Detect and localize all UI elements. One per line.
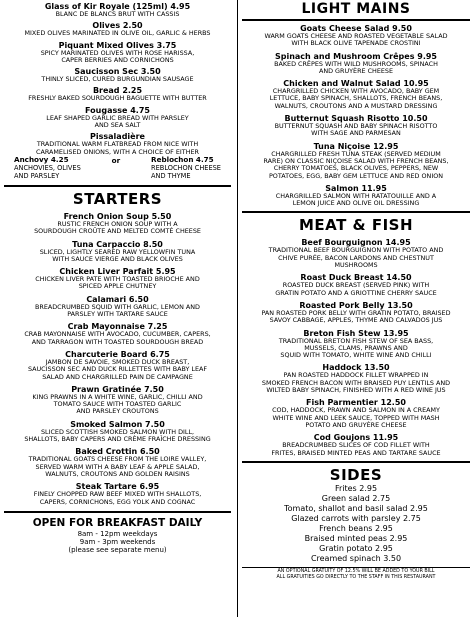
item-description: POTATOES, EGG, BABY GEM LETTUCE AND RED ONION (268, 171, 444, 180)
item-description: JAMBON DE SAVOIE, SMOKED DUCK BREAST, (45, 357, 190, 366)
sides-list (240, 484, 472, 564)
item-description: SHALLOTS, BABY CAPERS AND CRÈME FRAÎCHE DRESSING (24, 435, 211, 444)
item-description: BREADCRUMBED SQUID WITH GARLIC, LEMON AND (35, 302, 200, 311)
menu-item-glass-of-kir-royale (2, 2, 233, 18)
menu-item-beef-bourguignon (240, 238, 472, 269)
item-description: SPICED APPLE CHUTNEY (78, 282, 157, 291)
item-name: Butternut Squash Risotto 10.50 (284, 114, 428, 124)
item-name: Tuna Carpaccio 8.50 (72, 239, 163, 249)
item-description: RUSTIC FRENCH ONION SOUP WITH A (57, 219, 178, 228)
section-rule (242, 461, 470, 463)
item-description: WITH BLACK OLIVE TAPENADE CROSTINI (291, 39, 421, 48)
item-description: CAPER BERRIES AND CORNICHONS (61, 55, 174, 64)
item-description: CHERRY TOMATOES, BLACK OLIVES, PEPPERS, NEW (273, 164, 439, 173)
menu-item-roast-duck-breast (240, 273, 472, 297)
item-name: Smoked Salmon 7.50 (70, 419, 165, 429)
item-description: SQUID WITH TOMATO, WHITE WINE AND CHILLI (280, 351, 432, 360)
menu-item-fish-parmentier (240, 398, 472, 429)
item-description: CHIVE PURÉE, BACON LARDONS AND CHESTNUT (278, 253, 434, 262)
item-name: Chicken Liver Parfait 5.95 (59, 267, 176, 277)
item-description: AND SEA SALT (94, 121, 141, 130)
section-rule (242, 567, 470, 568)
item-name: French Onion Soup 5.50 (63, 211, 172, 221)
item-name: Baked Crottin 6.50 (75, 447, 160, 457)
item-name: Breton Fish Stew 13.95 (303, 328, 409, 338)
item-description: TRADITIONAL WARM FLATBREAD FROM NICE WITH (36, 140, 199, 149)
menu-item-tuna-nicoise (240, 142, 472, 180)
reblochon-desc: REBLOCHON CHEESE (151, 163, 221, 172)
item-description: WITH SAUCE VIERGE AND BLACK OLIVES (52, 254, 183, 263)
menu-item-roasted-pork-belly (240, 301, 472, 325)
item-description: COD, HADDOCK, PRAWN AND SALMON IN A CREAMY (272, 406, 440, 415)
side-item-french-beans: French beans 2.95 (319, 523, 393, 533)
column-divider (237, 0, 238, 617)
menu-item-chicken-liver-parfait (2, 267, 233, 291)
item-name: Chicken and Walnut Salad 10.95 (283, 79, 429, 89)
item-description: ROASTED DUCK BREAST (SERVED PINK) WITH (282, 281, 430, 290)
item-description: PAN ROASTED HADDOCK FILLET WRAPPED IN (283, 371, 429, 380)
menu-item-french-onion-soup (2, 212, 233, 236)
item-description: SMOKED FRENCH BACON WITH BRAISED PUY LENTILS AND (261, 378, 451, 387)
item-description: SERVED WARM WITH A BABY LEAF & APPLE SALAD, (35, 462, 200, 471)
side-item-frites: Frites 2.95 (334, 483, 378, 493)
breakfast-hours-weekends: 9am - 3pm weekends (79, 537, 156, 546)
pissaladiere-options (2, 156, 233, 180)
item-description: SLICED, LIGHTLY SEARED RAW YELLOWFIN TUNA (39, 247, 196, 256)
item-description: PAN ROASTED PORK BELLY WITH GRATIN POTATO, BRAISED (261, 308, 451, 317)
gratuity-note: AN OPTIONAL GRATUITY OF 12.5% WILL BE ADDED TO YOUR BILL (277, 568, 435, 574)
reblochon-name: Reblochon 4.75 (151, 154, 214, 164)
item-description: CHARGRILLED CHICKEN WITH AVOCADO, BABY GEM (272, 87, 440, 96)
item-description: WALNUTS, CROUTONS AND A MUSTARD DRESSING (274, 101, 438, 110)
menu-item-crab-mayonnaise (2, 322, 233, 346)
item-name: Fish Parmentier 12.50 (306, 398, 406, 408)
item-description: BLANC DE BLANCS BRUT WITH CASSIS (55, 10, 180, 18)
menu-item-steak-tartare (2, 482, 233, 506)
item-description: WHITE WINE AND LEEK SAUCE, TOPPED WITH MASH (272, 413, 440, 422)
item-description: SLICED SCOTTISH SMOKED SALMON WITH DILL, (40, 427, 195, 436)
item-description: FRITES, BRAISED MINTED PEAS AND TARTARE SAUCE (271, 448, 441, 457)
item-description: CRAB MAYONNAISE WITH AVOCADO, CUCUMBER, CAPERS, (24, 330, 211, 339)
item-description: TRADITIONAL GOATS CHEESE FROM THE LOIRE VALLEY, (28, 455, 207, 464)
item-description: AND TARRAGON WITH TOASTED SOURDOUGH BREAD (31, 337, 204, 346)
menu-item-smoked-salmon (2, 420, 233, 444)
reblochon-desc: AND THYME (151, 171, 191, 180)
item-description: LETTUCE, BABY SPINACH, SHALLOTS, FRENCH BEANS, (269, 94, 443, 103)
item-name: Piquant Mixed Olives 3.75 (58, 40, 177, 50)
item-name: Haddock 13.50 (322, 363, 390, 373)
item-description: TRADITIONAL BEEF BOURGUIGNON WITH POTATO AND (268, 246, 444, 255)
item-description: FINELY CHOPPED RAW BEEF MIXED WITH SHALLOTS, (33, 490, 202, 499)
menu-item-fougasse (2, 106, 233, 130)
breakfast-hours-weekdays: 8am - 12pm weekdays (77, 529, 158, 538)
menu-item-butternut-squash-risotto (240, 114, 472, 138)
item-name: Olives 2.50 (92, 21, 143, 31)
meat-fish-section (240, 238, 472, 456)
item-name: Glass of Kir Royale (125ml) 4.95 (44, 2, 191, 11)
menu-item-chicken-and-walnut-salad (240, 79, 472, 110)
or-label: or (111, 155, 121, 165)
item-name: Tuna Niçoise 12.95 (313, 141, 399, 151)
item-description: TRADITIONAL BRETON FISH STEW OF SEA BASS, (278, 336, 434, 345)
item-name: Beef Bourguignon 14.95 (301, 238, 411, 248)
item-description: CAPERS, CORNICHONS, EGG YOLK AND COGNAC (39, 497, 196, 506)
section-rule (242, 211, 470, 213)
menu-item-salmon (240, 184, 472, 208)
item-description: FRESHLY BAKED SOURDOUGH BAGUETTE WITH BUTTER (28, 94, 207, 103)
sides-heading: SIDES (329, 465, 383, 484)
item-description: SOURDOUGH CROÛTE AND MELTED COMTÉ CHEESE (34, 227, 201, 236)
item-name: Salmon 11.95 (325, 183, 387, 193)
item-description: WARM GOATS CHEESE AND ROASTED VEGETABLE SALAD (264, 32, 448, 40)
item-description: MUSHROOMS (334, 261, 378, 270)
right-column (240, 0, 472, 581)
item-description: POTATO AND GRUYÈRE CHEESE (305, 420, 407, 429)
side-item-gratin-potato: Gratin potato 2.95 (319, 543, 393, 553)
section-rule (4, 185, 231, 187)
item-name: Cod Goujons 11.95 (313, 433, 399, 443)
light-mains-section (240, 24, 472, 207)
menu-item-pissaladiere (2, 132, 233, 156)
item-description: BREADCRUMBED SLICES OF COD FILLET WITH (282, 441, 430, 450)
item-name: Bread 2.25 (92, 86, 143, 96)
item-name: Spinach and Mushroom Crêpes 9.95 (274, 51, 437, 61)
breakfast-section (2, 517, 233, 554)
side-item-braised-minted-peas: Braised minted peas 2.95 (304, 533, 408, 543)
menu-item-goats-cheese-salad (240, 24, 472, 48)
item-description: WALNUTS, CROUTONS AND GOLDEN RAISINS (45, 469, 190, 478)
section-rule (4, 511, 231, 513)
item-description: BUTTERNUT SQUASH AND BABY SPINACH RISOTTO (274, 122, 438, 131)
item-description: SPICY MARINATED OLIVES WITH ROSE HARISSA, (40, 48, 195, 57)
menu-item-baked-crottin (2, 447, 233, 478)
pissaladiere-reblochon (151, 156, 221, 180)
item-description: THINLY SLICED, CURED BURGUNDIAN SAUSAGE (41, 75, 194, 84)
breakfast-note: (please see separate menu) (68, 545, 167, 554)
menu-item-cod-goujons (240, 433, 472, 457)
item-description: SAUCISSON SEC AND DUCK RILLETTES WITH BABY LEAF (27, 365, 208, 374)
item-description: TOMATO SAUCE WITH TOASTED GARLIC (53, 400, 182, 409)
item-description: MIXED OLIVES MARINATED IN OLIVE OIL, GARLIC & HERBS (24, 29, 211, 38)
menu-item-haddock (240, 363, 472, 394)
pissaladiere-anchovy (14, 156, 81, 180)
menu-item-bread (2, 86, 233, 102)
item-name: Charcuterie Board 6.75 (65, 349, 170, 359)
aperitifs-section (2, 0, 233, 156)
item-name: Prawn Gratinée 7.50 (71, 384, 164, 394)
menu-item-calamari (2, 295, 233, 319)
item-name: Calamari 6.50 (86, 294, 149, 304)
side-item-glazed-carrots-with-parsley: Glazed carrots with parsley 2.75 (291, 513, 421, 523)
anchovy-name: Anchovy 4.25 (14, 154, 69, 164)
side-item-green-salad: Green salad 2.75 (321, 493, 391, 503)
item-description: WITH SAGE AND PARMESAN (311, 129, 401, 138)
item-description: CHARGRILLED SALMON WITH RATATOUILLE AND A (275, 191, 437, 200)
menu-item-piquant-mixed-olives (2, 41, 233, 65)
starters-heading: STARTERS (72, 189, 163, 208)
breakfast-title: OPEN FOR BREAKFAST DAILY (32, 516, 203, 529)
item-name: Fougasse 4.75 (85, 105, 150, 115)
item-description: BAKED CRÊPES WITH WILD MUSHROOMS, SPINACH (274, 59, 438, 68)
item-description: SAVOY CABBAGE, APPLES, THYME AND CALVADOS JUS (269, 316, 443, 325)
menu-item-breton-fish-stew (240, 329, 472, 360)
item-description: PARSLEY WITH TARTARE SAUCE (67, 310, 168, 319)
item-description: GRATIN POTATO AND A GRIOTTINE CHERRY SAUCE (275, 288, 437, 297)
item-description: CHARGRILLED FRESH TUNA STEAK (SERVED MEDIUM (271, 149, 441, 158)
item-name: Crab Mayonnaise 7.25 (67, 322, 168, 332)
menu-item-tuna-carpaccio (2, 240, 233, 264)
item-description: WILTED BABY SPINACH, FINISHED WITH A RED WINE JUS (266, 386, 446, 395)
starters-section (2, 212, 233, 506)
item-description: KING PRAWNS IN A WHITE WINE, GARLIC, CHILLI AND (32, 392, 203, 401)
item-name: Steak Tartare 6.95 (75, 482, 160, 492)
item-description: LEAF SHAPED GARLIC BREAD WITH PARSLEY (46, 113, 189, 122)
side-item-tomato-shallot-and-basil-salad: Tomato, shallot and basil salad 2.95 (284, 503, 428, 513)
left-column (2, 0, 233, 554)
item-description: CARAMELISED ONIONS, WITH A CHOICE OF EITHER (36, 147, 199, 156)
item-name: Roasted Pork Belly 13.50 (299, 300, 413, 310)
menu-item-prawn-gratinee (2, 385, 233, 416)
gratuity-note: ALL GRATUITIES GO DIRECTLY TO THE STAFF IN THIS RESTAURANT (276, 574, 436, 580)
menu-item-saucisson-sec (2, 67, 233, 83)
item-description: SALAD AND CHARGRILLED PAIN DE CAMPAGNE (42, 372, 193, 381)
item-description: RARE) ON CLASSIC NIÇOISE SALAD WITH FRENCH BEANS, (263, 156, 449, 165)
item-name: Saucisson Sec 3.50 (74, 67, 161, 77)
meat-fish-heading: MEAT & FISH (298, 216, 414, 235)
item-description: AND PARSLEY CROUTONS (76, 407, 159, 416)
menu-item-olives (2, 21, 233, 37)
item-description: LEMON JUICE AND OLIVE OIL DRESSING (292, 199, 420, 208)
light-mains-heading: LIGHT MAINS (301, 1, 411, 17)
pissaladiere-or (112, 156, 120, 180)
menu-item-spinach-and-mushroom-crepes (240, 52, 472, 76)
item-name: Pissaladière (90, 132, 145, 142)
item-description: MUSSELS, CLAMS, PRAWNS AND (304, 343, 408, 352)
anchovy-desc: ANCHOVIES, OLIVES (14, 163, 81, 172)
anchovy-desc: AND PARSLEY (14, 171, 60, 180)
item-description: CHICKEN LIVER PATE WITH TOASTED BRIOCHE AND (35, 275, 200, 284)
menu-item-charcuterie-board (2, 350, 233, 381)
item-name: Roast Duck Breast 14.50 (300, 273, 412, 283)
item-description: AND GRUYÈRE CHEESE (318, 66, 394, 75)
item-name: Goats Cheese Salad 9.50 (300, 24, 412, 33)
side-item-creamed-spinach: Creamed spinach 3.50 (310, 553, 402, 563)
